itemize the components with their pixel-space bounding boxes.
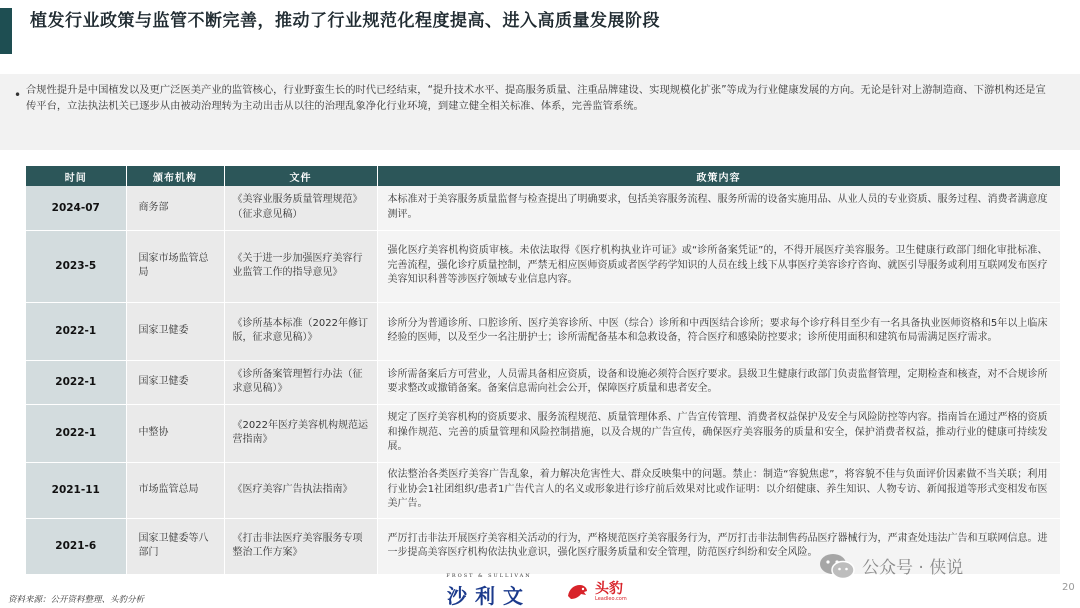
row-issuer: 国家卫健委 [126,360,224,404]
row-content: 本标准对于美容服务质量监督与检查提出了明确要求，包括美容服务流程、服务所需的设备实施用品、从业人员的专业资质、服务过程、消费者满意度测评。 [377,186,1060,230]
table-row [26,360,1060,404]
row-document: 《2022年医疗美容机构规范运营指南》 [224,404,377,462]
row-time: 2023-5 [26,230,126,302]
header-policy-content: 政策内容 [377,166,1060,186]
intro-paragraph: 合规性提升是中国植发以及更广泛医美产业的监管核心，行业野蛮生长的时代已经结束，“提升技术水平、提高服务质量、注重品牌建设、实现规模化扩张”等成为行业健康发展的方向。无论是针对上游制造商、下游机构还是宣传平台，立法执法机关已逐步从由被动治理转为主动出击从以往的治理乱象净化行业环境，到建立健全相关标准、体系，完善监管系统。 [26,84,1046,112]
table-row [26,462,1060,518]
table-row [26,230,1060,302]
source-note: 资料来源：公开资料整理、头豹分析 [8,595,145,605]
row-document: 《诊所基本标准（2022年修订版，征求意见稿）》 [224,302,377,360]
row-time: 2021-6 [26,518,126,574]
row-time: 2022-1 [26,302,126,360]
header-time: 时间 [26,166,126,186]
row-content: 依法整治各类医疗美容广告乱象，着力解决危害性大、群众反映集中的问题。禁止：制造“容貌焦虑”，将容貌不佳与负面评价因素做不当关联；利用行业协会1社团组织/患者1广告代言人的名义或形象进行诊疗前后效果对比或作证明：以介绍健康、养生知识、人物专访、新闻报道等形式变相发布医美广告。 [377,462,1060,518]
header-document: 文件 [224,166,377,186]
frost-sullivan-logo [430,573,548,608]
row-content: 强化医疗美容机构资质审核。未依法取得《医疗机构执业许可证》或“诊所备案凭证”的，不得开展医疗美容服务。卫生健康行政部门细化审批标准、完善流程，强化诊疗质量控制，严禁无相应医师资质或者医学药学知识的人员在线上线下从事医疗美容诊疗咨询、就医引导服务或利用互联网发布医疗美容知识科普等涉医疗领域专业信息内容。 [377,230,1060,302]
row-issuer: 市场监管总局 [126,462,224,518]
row-issuer: 国家卫健委等八部门 [126,518,224,574]
page-number: 20 [1062,582,1075,593]
row-issuer: 商务部 [126,186,224,230]
row-document: 《医疗美容广告执法指南》 [224,462,377,518]
row-document: 《关于进一步加强医疗美容行业监管工作的指导意见》 [224,230,377,302]
row-document: 《美容业服务质量管理规范》（征求意见稿） [224,186,377,230]
table-row [26,302,1060,360]
policy-table [26,166,1061,575]
row-issuer: 国家市场监管总局 [126,230,224,302]
table-header-row [26,166,1060,186]
page-title: 植发行业政策与监管不断完善，推动了行业规范化程度提高、进入高质量发展阶段 [30,11,660,31]
row-time: 2021-11 [26,462,126,518]
row-content: 规定了医疗美容机构的资质要求、服务流程规范、质量管理体系、广告宣传管理、消费者权益保护及安全与风险防控等内容。指南旨在通过严格的资质和操作规范、完善的质量管理和风险控制措施，以及合规的广告宣传，确保医疗美容服务的质量和安全，保护消费者权益，推动行业的健康可持续发展。 [377,404,1060,462]
row-document: 《诊所备案管理暂行办法（征求意见稿）》 [224,360,377,404]
row-document: 《打击非法医疗美容服务专项整治工作方案》 [224,518,377,574]
row-content: 严厉打击非法开展医疗美容相关活动的行为，严格规范医疗美容服务行为，严厉打击非法制售药品医疗器械行为，严肃查处违法广告和互联网信息。进一步提高美容医疗机构依法执业意识，强化医疗服务质量和安全管理，防范医疗纠纷和安全风险。 [377,518,1060,574]
row-time: 2022-1 [26,360,126,404]
row-content: 诊所分为普通诊所、口腔诊所、医疗美容诊所、中医（综合）诊所和中西医结合诊所；要求每个诊疗科目至少有一名具备执业医师资格和5年以上临床经验的医师，以及至少一名注册护士；诊所需配备基本和急救设备，符合医疗和感染防控要求；诊所使用面积和建筑布局需满足医疗需求。 [377,302,1060,360]
frost-sullivan-wordmark: FROST & SULLIVAN [446,573,532,579]
toubao-name: 头豹 [595,581,623,597]
row-issuer: 国家卫健委 [126,302,224,360]
leopard-icon [565,580,589,604]
header-issuer: 颁布机构 [126,166,224,186]
shaliwen-wordmark: 沙利文 [447,584,531,608]
toubao-logo [565,578,655,606]
wechat-icon [818,551,856,581]
toubao-url: Leadleo.com [595,596,627,602]
watermark-text: 公众号 · 侠说 [862,558,964,578]
bullet-icon: • [14,88,22,102]
row-issuer: 中整协 [126,404,224,462]
row-time: 2022-1 [26,404,126,462]
table-row [26,186,1060,230]
title-accent-bar [0,8,12,54]
row-content: 诊所需备案后方可营业，人员需具备相应资质，设备和设施必须符合医疗要求。县级卫生健康行政部门负责监督管理，定期检查和核查，对不合规诊所要求整改或撤销备案。备案信息需向社会公开，保障医疗质量和患者安全。 [377,360,1060,404]
row-time: 2024-07 [26,186,126,230]
table-row [26,404,1060,462]
